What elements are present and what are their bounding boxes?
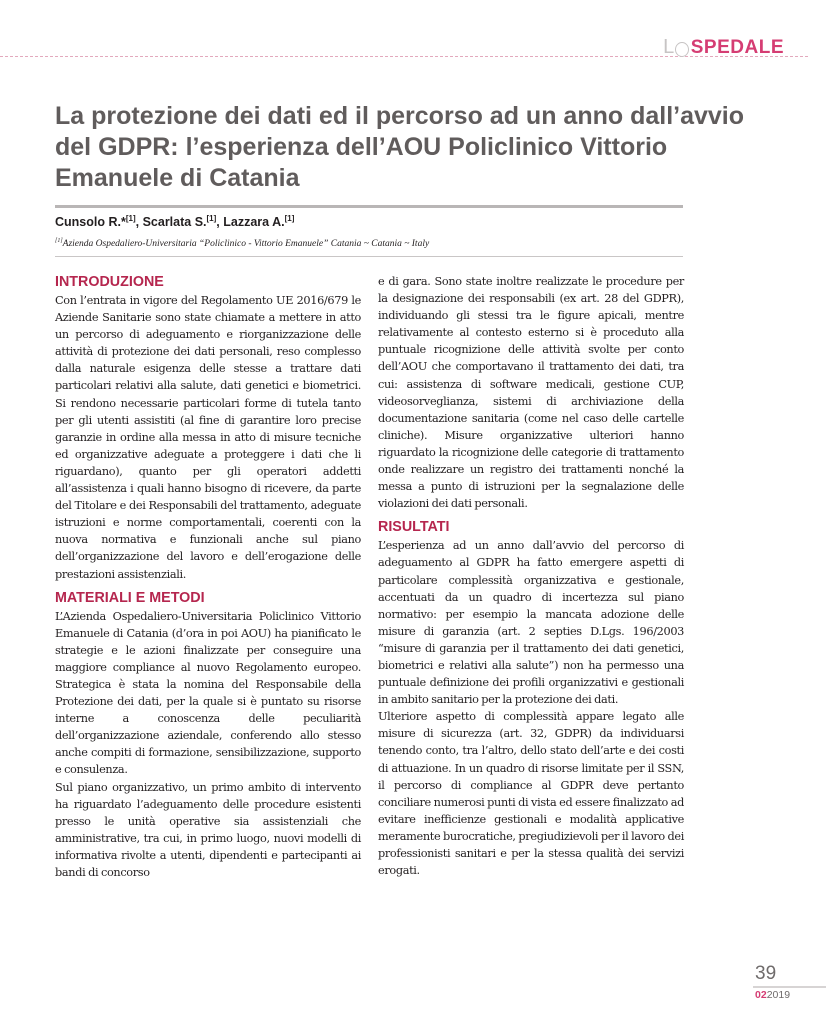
footer-rule (753, 986, 826, 988)
author-separator: , (216, 215, 224, 229)
affiliation (55, 238, 429, 249)
author-list (55, 214, 294, 229)
issue-number: 02 (755, 989, 767, 1001)
paragraph: L’Azienda Ospedaliero-Universitaria Policlinico Vittorio Emanuele di Catania (d’ora in poi AOU) ha pianificato le strategie e le azioni finalizzate per conseguire una maggiore compliance al nuovo Regolamento europeo. Strategica è stata la nomina del Responsabile della Protezione dei dati, per la quale si è puntato su risorse interne a conoscenza delle peculiarità dell’organizzazione aziendale, conferendo allo stesso anche compiti di formazione, sensibilizzazione, supporto e consulenza. (55, 609, 361, 777)
author-separator: , (135, 215, 143, 229)
issue-label (755, 989, 790, 1001)
section-heading-materiali: MATERIALI E METODI (55, 589, 205, 606)
section-heading-introduzione: INTRODUZIONE (55, 274, 164, 290)
left-column (55, 273, 361, 881)
logo-text: SPEDALE (690, 37, 784, 58)
paragraph: Sul piano organizzativo, un primo ambito di intervento ha riguardato l’adeguamento delle procedure esistenti presso le unità operative sia assistenziali che amministrative, tra cui, in primo luogo, nuovi modelli di informativa rivolte a utenti, dipendenti e partecipanti ai bandi di concorso (55, 780, 361, 879)
author-name: Cunsolo R.* (55, 215, 126, 229)
author-ref: [1] (206, 214, 217, 223)
author-ref: [1] (284, 214, 295, 223)
logo-prefix: L (663, 36, 675, 58)
affiliation-ref: [1] (55, 238, 63, 244)
affiliation-text: Azienda Ospedaliero-Universitaria “Policlinico - Vittorio Emanuele” Catania ~ Catania ~ Italy (62, 239, 430, 249)
right-column (378, 273, 684, 879)
journal-logo (663, 36, 784, 59)
title-divider (55, 205, 683, 208)
logo-circle-icon (675, 42, 689, 57)
paragraph-continuation: e di gara. Sono state inoltre realizzate le procedure per la designazione dei responsabili (ex art. 28 del GDPR), individuando gli stessi tra le figure apicali, mentre relativamente al contesto esterno si è proceduto alla puntuale ricognizione delle attività svolte per conto dell’AOU che comportavano il trattamento dei dati, tra cui: assistenza di software medicali, gestione CUP, videosorveglianza, sistemi di archiviazione della documentazione sanitaria (come nel caso delle cartelle cliniche). Misure organizzative ulteriori hanno riguardato la ricognizione delle categorie di trattamento onde realizzare un registro dei trattamenti nonché la messa a punto di istruzioni per la segnalazione delle violazioni dei dati personali. (378, 275, 684, 511)
author-name: Lazzara A. (223, 215, 285, 229)
author-name: Scarlata S. (142, 215, 207, 229)
paragraph: Ulteriore aspetto di complessità appare legato alle misure di sicurezza (art. 32, GDPR) da individuarsi tenendo conto, tra l’altro, dello stato dell’arte e dei costi di attuazione. In un quadro di risorse limitate per il SSN, il percorso di compliance al GDPR deve pertanto conciliare numerosi punti di vista ed essere finalizzato ad evitare inefficienze gestionali e modalità applicative meramente burocratiche, pregiudizievoli per il lavoro dei professionisti sanitari e per la stessa qualità dei servizi erogati. (378, 710, 684, 878)
issue-year: 2019 (766, 989, 791, 1001)
paragraph: Con l’entrata in vigore del Regolamento UE 2016/679 le Aziende Sanitarie sono state chiamate a mettere in atto un percorso di adeguamento e riorganizzazione delle attività di protezione dei dati personali, reso complesso dalla naturale esigenza delle stesse a trattare dati particolari relativi alla salute, dati genetici e biometrici. Si rendono necessarie particolari forme di tutela tanto per gli utenti assistiti (al fine di garantire loro precise garanzie in ordine alla messa in atto di misure tecniche ed organizzative adeguate a proteggere i dati che li riguardano), quanto per gli operatori addetti all’assistenza i quali hanno bisogno di ricevere, da parte del Titolare e dei Responsabili del trattamento, adeguate istruzioni e norme comportamentali, coerenti con la nuova normativa e funzionali anche sul piano dell’organizzazione del lavoro e dell’erogazione delle prestazioni assistenziali. (55, 294, 361, 581)
author-ref: [1] (125, 214, 136, 223)
section-heading-risultati: RISULTATI (378, 519, 450, 536)
affiliation-divider (55, 256, 683, 257)
paragraph: L’esperienza ad un anno dall’avvio del percorso di adeguamento al GDPR ha fatto emergere aspetti di particolare complessità organizzativa e gestionale, accentuati da un quadro di incertezza sul piano normativo: per esempio la mancata adozione delle misure di garanzia (art. 2 septies D.Lgs. 196/2003 “misure di garanzia per il trattamento dei dati genetici, biometrici e relativi alla salute”) non ha permesso una puntuale definizione dei profili organizzativi e gestionali in ambito sanitario per la protezione dei dati. (378, 539, 684, 707)
article-title: La protezione dei dati ed il percorso ad un anno dall’avvio del GDPR: l’esperienza dell’AOU Policlinico Vittorio Emanuele di Catania (55, 102, 745, 192)
page-number: 39 (755, 963, 777, 984)
